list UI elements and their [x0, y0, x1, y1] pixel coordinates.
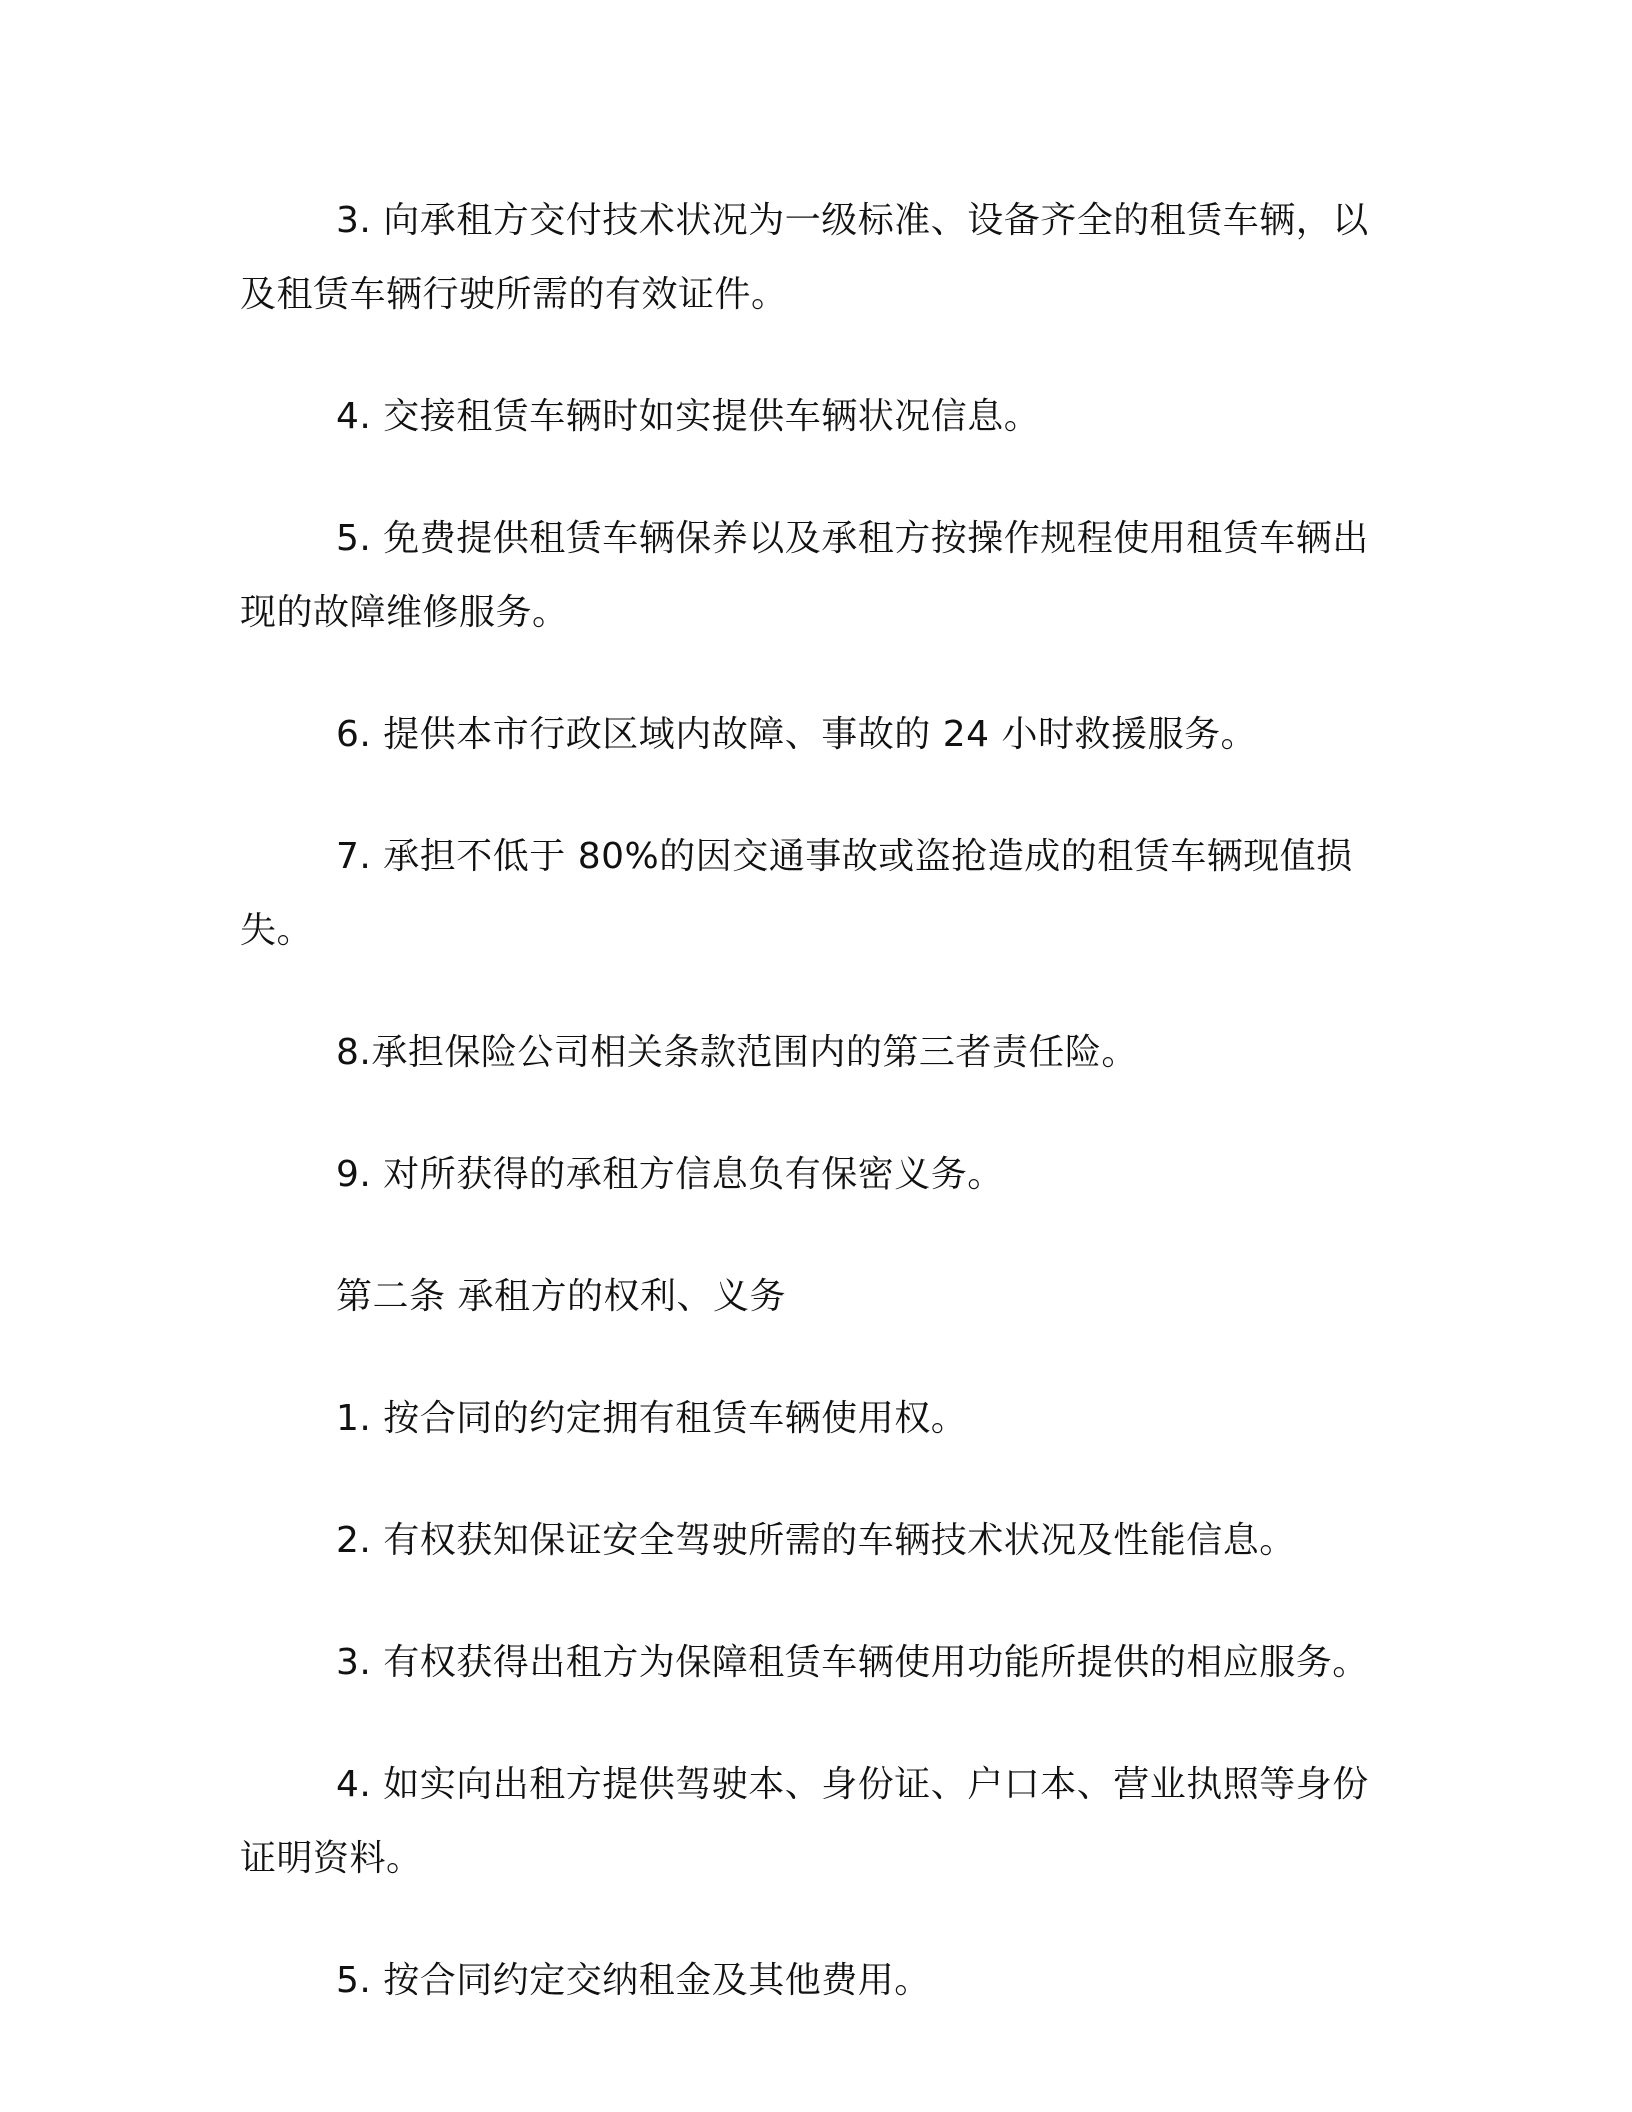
paragraph-lessee-right-3: 3. 有权获得出租方为保障租赁车辆使用功能所提供的相应服务。	[336, 1642, 1369, 1683]
paragraph-lessor-duty-6: 6. 提供本市行政区域内故障、事故的 24 小时救援服务。	[336, 714, 1257, 755]
section-heading-article-2: 第二条 承租方的权利、义务	[336, 1276, 786, 1317]
paragraph-lessee-duty-4: 4. 如实向出租方提供驾驶本、身份证、户口本、营业执照等身份证明资料。	[240, 1764, 1369, 1879]
paragraph-lessor-duty-7: 7. 承担不低于 80%的因交通事故或盗抢造成的租赁车辆现值损失。	[240, 836, 1353, 951]
document-body	[240, 184, 1380, 2066]
paragraph-lessor-duty-4: 4. 交接租赁车辆时如实提供车辆状况信息。	[336, 396, 1041, 437]
paragraph-lessee-right-1: 1. 按合同的约定拥有租赁车辆使用权。	[336, 1398, 968, 1439]
paragraph-lessor-duty-3: 3. 向承租方交付技术状况为一级标准、设备齐全的租赁车辆，以及租赁车辆行驶所需的有效证件。	[240, 200, 1369, 315]
paragraph-lessee-duty-5: 5. 按合同约定交纳租金及其他费用。	[336, 1960, 931, 2001]
paragraph-lessor-duty-5: 5. 免费提供租赁车辆保养以及承租方按操作规程使用租赁车辆出现的故障维修服务。	[240, 518, 1369, 633]
paragraph-lessor-duty-9: 9. 对所获得的承租方信息负有保密义务。	[336, 1154, 1004, 1195]
paragraph-lessor-duty-8: 8.承担保险公司相关条款范围内的第三者责任险。	[336, 1032, 1138, 1073]
paragraph-lessee-right-2: 2. 有权获知保证安全驾驶所需的车辆技术状况及性能信息。	[336, 1520, 1296, 1561]
